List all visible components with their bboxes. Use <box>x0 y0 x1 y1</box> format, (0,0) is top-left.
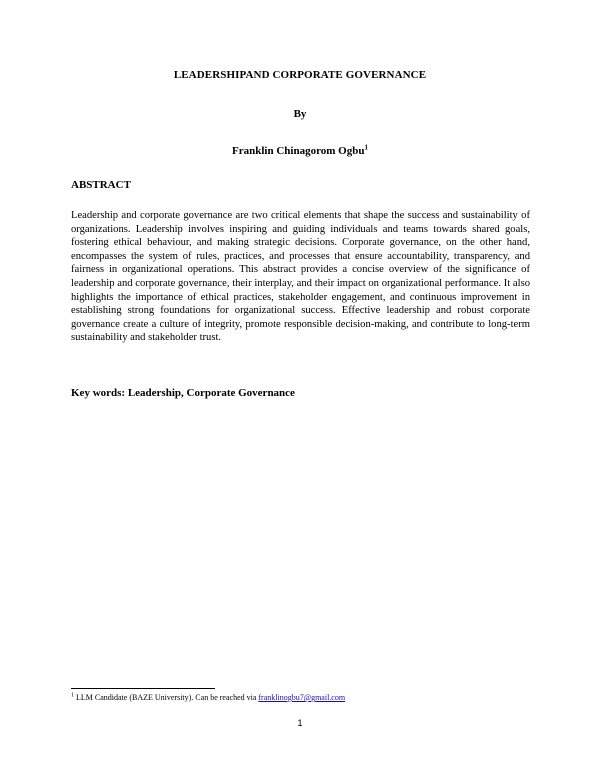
abstract-body: Leadership and corporate governance are two critical elements that shape the success and sustainability of organizations. Leadership involves inspiring and guiding individuals and teams towards shared goals, fostering ethical behaviour, and making strategic decisions. Corporate governance, on the other hand, encompasses the system of rules, practices, and processes that ensure accountability, transparency, and fairness in organizational operations. This abstract provides a concise overview of the significance of leadership and corporate governance, their interplay, and their impact on organizational performance. It also highlights the importance of ethical practices, stakeholder engagement, and continuous improvement in establishing strong foundations for organizational success. Effective leadership and robust corporate governance create a culture of integrity, promote responsible decision-making, and contribute to long-term sustainability and stakeholder trust. <box>71 210 530 344</box>
abstract-heading: ABSTRACT <box>71 179 131 191</box>
footnote-divider <box>71 688 215 689</box>
author-line <box>0 145 600 157</box>
author-name: Franklin Chinagorom Ogbu <box>232 145 365 157</box>
footnote-marker: 1 <box>71 692 74 699</box>
keywords-line: Key words: Leadership, Corporate Governance <box>71 387 295 399</box>
footnote-text: LLM Candidate (BAZE University). Can be reached via <box>76 693 257 702</box>
page-number: 1 <box>297 718 303 728</box>
footnote <box>71 693 345 702</box>
author-footnote-marker: 1 <box>364 143 368 152</box>
footnote-email-link[interactable]: franklinogbu7@gmail.com <box>258 693 346 702</box>
paper-title: LEADERSHIPAND CORPORATE GOVERNANCE <box>173 69 427 81</box>
by-label: By <box>293 108 307 120</box>
